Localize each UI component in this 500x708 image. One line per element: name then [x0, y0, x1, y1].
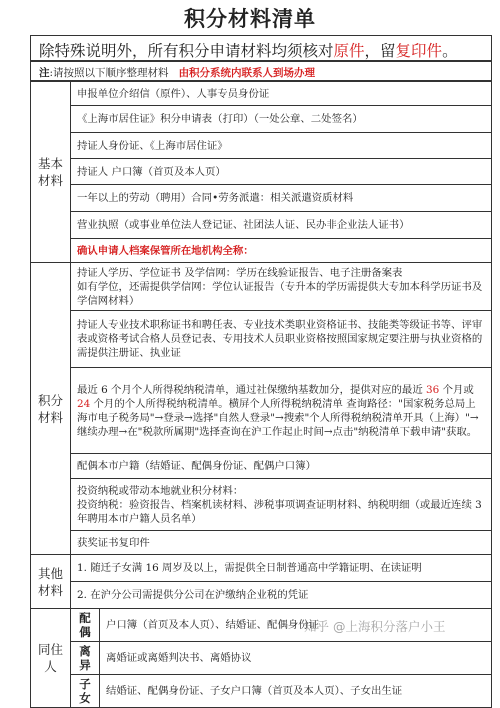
basic-item: 营业执照（或事业单位法人登记证、社团法人证、民办非企业法人证书）	[71, 212, 492, 239]
basic-item: 持证人 户口簿（首页及本人页）	[71, 159, 492, 185]
points-education: 持证人学历、学位证书 及学信网：学历在线验证报告、电子注册备案表 如有学位，还需提供学信网：学位认证报告（专升本的学历需提供大专加本科学历证书及学信网材料）	[71, 263, 492, 311]
note-prefix: 注	[39, 67, 50, 79]
table-row	[31, 263, 492, 311]
other-item: 2. 在沪分公司需提供分公司在沪缴纳企业税的凭证	[71, 582, 492, 609]
table-row	[31, 368, 492, 454]
subtitle-copy: 复印件	[395, 42, 443, 60]
points-professional: 持证人专业技术职称证书和聘任表、专业技术类职业资格证书、技能类等级证书等、评审表或资格考试合格人员登记表、专用技术人员职业资格按照国家规定要注册与执业资格的需提供注册证、执业证	[71, 311, 492, 368]
table-row	[31, 133, 492, 159]
table-row	[31, 311, 492, 368]
category-other: 其他 材料	[31, 555, 71, 609]
table-row	[31, 239, 492, 263]
cohabit-type: 配偶	[71, 609, 100, 642]
category-cohabit: 同住人	[31, 609, 71, 708]
table-row	[31, 159, 492, 185]
other-item: 1. 随迁子女满 16 周岁及以上，需提供全日制普通高中学籍证明、在读证明	[71, 555, 492, 582]
table-row	[31, 454, 492, 479]
points-tax: 最近 6 个月个人所得税纳税清单，通过社保缴纳基数加分，提供对应的最近 36 个月或 24 个月的个人所得税纳税清单。横屏个人所得税纳税清单 查询路径："国家税务总局上海市电子税务局"→登录→选择"自然人登录"→搜索"个人所得税纳税清单开具（上海）"→继续办理→在"税款所属期"选择查询在沪工作起止时间→点击"纳税清单下载申请"获取。	[71, 368, 492, 454]
subtitle-original: 原件	[333, 42, 365, 60]
order-note	[30, 61, 492, 81]
cohabit-text: 离婚证或离婚判决书、离婚协议	[100, 642, 492, 675]
subtitle-banner	[30, 35, 492, 61]
basic-item: 持证人身份证、《上海市居住证》	[71, 133, 492, 159]
points-investment: 投资纳税或带动本地就业积分材料： 投资纳税：验资报告、档案机读材料、涉税事项调查证明材料、纳税明细（或最近连续 3 年聘用本市户籍人员名单）	[71, 479, 492, 531]
table-row	[31, 82, 492, 106]
points-spouse: 配偶本市户籍（结婚证、配偶身份证、配偶户口簿）	[71, 454, 492, 479]
table-row	[31, 675, 492, 708]
cohabit-type: 子女	[71, 675, 100, 708]
subtitle-part2: ，留	[364, 42, 396, 60]
table-row	[31, 106, 492, 133]
table-row	[31, 555, 492, 582]
table-row	[31, 582, 492, 609]
cohabit-type: 离异	[71, 642, 100, 675]
table-row	[31, 212, 492, 239]
subtitle-part3: 。	[442, 42, 458, 60]
category-points: 积分 材料	[31, 263, 71, 555]
page-title: 积分材料清单	[184, 6, 316, 31]
points-award: 获奖证书复印件	[71, 531, 492, 555]
basic-item: 《上海市居住证》积分申请表（打印）（一处公章、二处签名）	[71, 106, 492, 133]
table-row	[31, 479, 492, 531]
subtitle-part1: 除特殊说明外，所有积分申请材料均须核对	[39, 42, 334, 60]
basic-item: 申报单位介绍信（原件）、人事专员身份证	[71, 82, 492, 106]
table-row	[31, 642, 492, 675]
materials-table	[30, 81, 492, 708]
note-highlight: 由积分系统内联系人到场办理	[178, 67, 316, 79]
table-row	[31, 185, 492, 212]
table-row	[31, 531, 492, 555]
watermark: 知乎 @上海积分落户小王	[304, 619, 446, 634]
cohabit-text: 户口簿（首页及本人页）、结婚证、配偶身份证	[100, 609, 492, 642]
basic-item-archive: 确认申请人档案保管所在地机构全称：	[71, 239, 492, 263]
basic-item: 一年以上的劳动（聘用）合同•劳务派遣：相关派遣资质材料	[71, 185, 492, 212]
note-text: :请按照以下顺序整理材料	[49, 67, 169, 79]
cohabit-text: 结婚证、配偶身份证、子女户口簿（首页及本人页）、子女出生证	[100, 675, 492, 708]
category-basic: 基本 材料	[31, 82, 71, 263]
